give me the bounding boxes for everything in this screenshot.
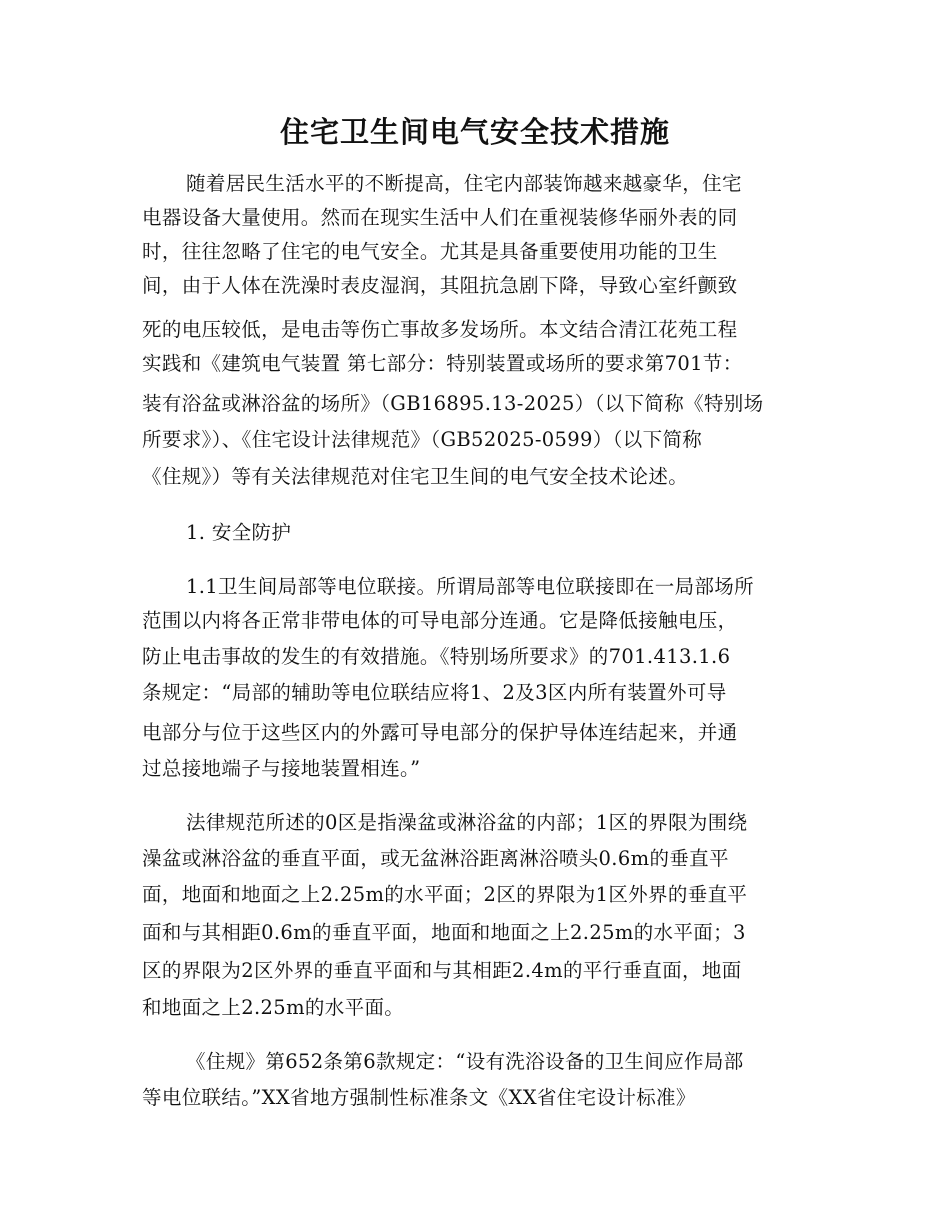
text-line: 法律规范所述的0区是指澡盆或淋浴盆的内部；1区的界限为围绕 [186, 811, 748, 834]
text-line: 过总接地端子与接地装置相连。” [142, 757, 421, 780]
text-line: 装有浴盆或淋浴盆的场所》（GB16895.13-2025）（以下简称《特别场 [142, 392, 764, 415]
document-title: 住宅卫生间电气安全技术措施 [279, 115, 670, 149]
text-line: 时，往往忽略了住宅的电气安全。尤其是具备重要使用功能的卫生 [142, 240, 718, 263]
text-line: 面和与其相距0.6m的垂直平面，地面和地面之上2.25m的水平面；3 [142, 921, 746, 944]
text-line: 《住规》第652条第6款规定：“设有洗浴设备的卫生间应作局部 [186, 1050, 744, 1073]
text-line: 所要求》）、《住宅设计法律规范》（GB52025-0599）（以下简称 [142, 428, 703, 451]
text-line: 随着居民生活水平的不断提高，住宅内部装饰越来越豪华，住宅 [186, 172, 742, 195]
text-line: 和地面之上2.25m的水平面。 [142, 996, 405, 1019]
text-line: 间，由于人体在洗澡时表皮湿润，其阻抗急剧下降，导致心室纤颤致 [142, 274, 738, 297]
text-line: 范围以内将各正常非带电体的可导电部分连通。它是降低接触电压， [142, 609, 738, 632]
text-line: 防止电击事故的发生的有效措施。《特别场所要求》的701.413.1.6 [142, 645, 731, 668]
text-line: 实践和《建筑电气装置 第七部分：特别装置或场所的要求第701节： [142, 352, 743, 375]
text-line: 澡盆或淋浴盆的垂直平面，或无盆淋浴距离淋浴喷头0.6m的垂直平 [142, 847, 729, 870]
text-line: 区的界限为2区外界的垂直平面和与其相距2.4m的平行垂直面，地面 [142, 959, 742, 982]
text-line: 面，地面和地面之上2.25m的水平面；2区的界限为1区外界的垂直平 [142, 883, 748, 906]
text-line: 电部分与位于这些区内的外露可导电部分的保护导体连结起来，并通 [142, 721, 738, 744]
text-line: 电器设备大量使用。然而在现实生活中人们在重视装修华丽外表的同 [142, 206, 738, 229]
text-line: 条规定：“局部的辅助等电位联结应将1、2及3区内所有装置外可导 [142, 681, 727, 704]
text-line: 等电位联结。”XX省地方强制性标准条文《XX省住宅设计标准》 [142, 1086, 696, 1109]
text-line: 《住规》）等有关法律规范对住宅卫生间的电气安全技术论述。 [142, 465, 689, 488]
text-line: 死的电压较低，是电击等伤亡事故多发场所。本文结合清江花苑工程 [142, 318, 738, 341]
section-heading: 1. 安全防护 [186, 521, 292, 544]
text-line: 1.1卫生间局部等电位联接。所谓局部等电位联接即在一局部场所 [186, 575, 755, 598]
